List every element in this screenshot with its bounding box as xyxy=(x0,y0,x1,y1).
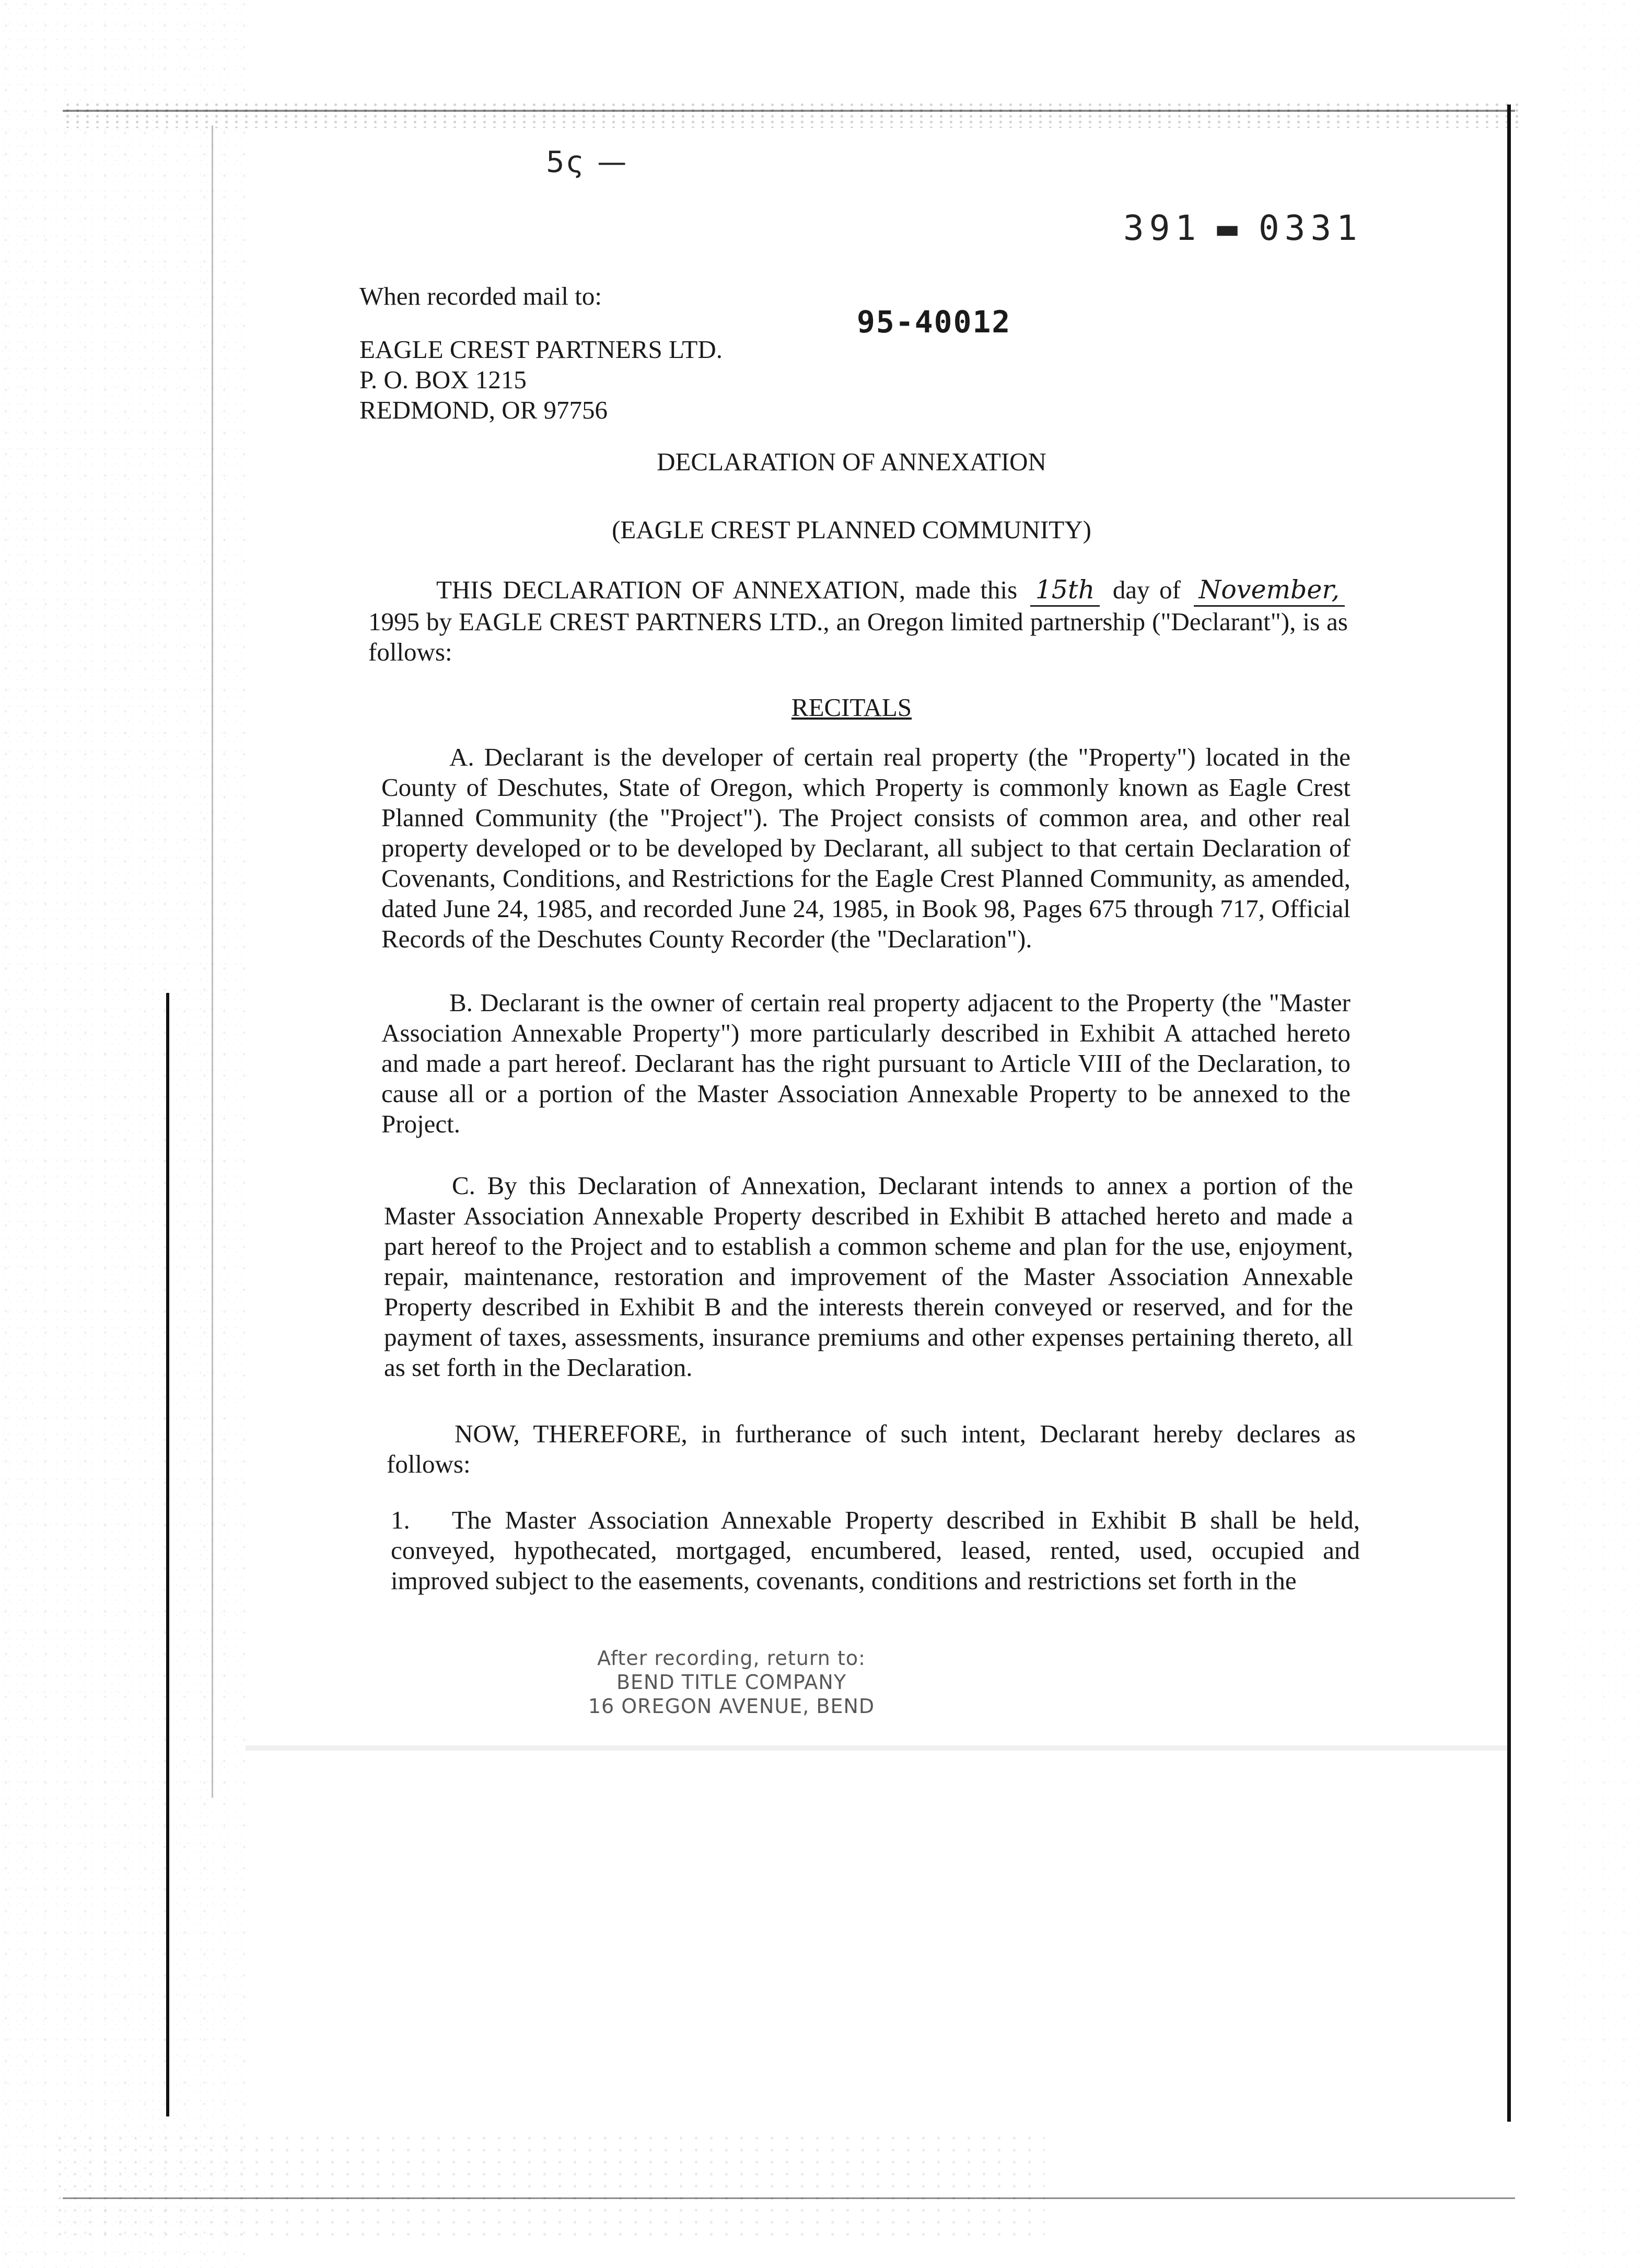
recital-b-text: B. Declarant is the owner of certain real property adjacent to the Property (the "Master Association Annexable Property") more particularly described in Exhibit A attached hereto and made a part hereof. Declarant has the right pursuant to Article VIII of the Declaration, to cause all or a portion of the Master Association Annexable Property to be annexed to the Project. xyxy=(381,988,1350,1138)
book-page-number: 391 ▬ 0331 xyxy=(1123,208,1362,248)
marginal-note: 5ς — xyxy=(546,145,629,179)
page-number: 0331 xyxy=(1258,208,1362,248)
scan-edge-bottom xyxy=(63,2197,1515,2199)
mail-address xyxy=(359,334,723,425)
address-line: REDMOND, OR 97756 xyxy=(359,396,608,424)
address-line: P. O. BOX 1215 xyxy=(359,365,527,394)
recital-b xyxy=(381,988,1350,1139)
scan-noise-left xyxy=(0,0,246,2268)
scan-edge-top xyxy=(63,110,1515,112)
recital-c-text: C. By this Declaration of Annexation, Declarant intends to annex a portion of the Master Association Annexable Property described in Exhibit B attached hereto and made a part hereof to the Project and to establish a common scheme and plan for the use, enjoyment, repair, maintenance, restoration and improvement of the Master Association Annexable Property described in Exhibit B and the interests therein conveyed or reserved, and for the payment of taxes, assessments, insurance premiums and other expenses pertaining thereto, all as set forth in the Declaration. xyxy=(384,1171,1353,1382)
section-1 xyxy=(391,1505,1360,1596)
now-therefore-paragraph xyxy=(387,1419,1356,1479)
scan-noise-right xyxy=(1558,0,1642,2268)
stamp-line: BEND TITLE COMPANY xyxy=(616,1671,847,1694)
document-title: DECLARATION OF ANNEXATION xyxy=(657,447,1046,476)
handwritten-day: 15th xyxy=(1030,575,1100,607)
recital-a-text: A. Declarant is the developer of certain real property (the "Property") located in the County of Deschutes, State of Oregon, which Property is commonly known as Eagle Crest Planned Community (the "Project"). The Project consists of common area, and other real property developed or to be developed by Declarant, all subject to that certain Declaration of Covenants, Conditions, and Restrictions for the Eagle Crest Planned Community, as amended, dated June 24, 1985, and recorded June 24, 1985, in Book 98, Pages 675 through 717, Official Records of the Deschutes County Recorder (the "Declaration"). xyxy=(381,743,1350,953)
page-shadow xyxy=(246,1745,1507,1751)
recital-a xyxy=(381,742,1350,954)
recitals-heading: RECITALS xyxy=(791,693,912,722)
document-subtitle: (EAGLE CREST PLANNED COMMUNITY) xyxy=(612,515,1091,544)
recording-stamp xyxy=(522,1646,940,1718)
scan-edge-left xyxy=(166,993,169,2116)
intro-text-mid: day of xyxy=(1112,575,1181,604)
handwritten-month: November, xyxy=(1194,575,1345,607)
book-number: 391 xyxy=(1123,208,1202,248)
stamp-line: 16 OREGON AVENUE, BEND xyxy=(588,1695,875,1718)
address-line: EAGLE CREST PARTNERS LTD. xyxy=(359,335,723,364)
section-1-number: 1. xyxy=(391,1506,410,1534)
intro-paragraph xyxy=(368,575,1348,667)
stamp-line: After recording, return to: xyxy=(597,1647,866,1670)
scan-edge-left-faint xyxy=(212,125,213,1798)
scan-noise-top xyxy=(63,102,1525,128)
section-1-text: The Master Association Annexable Property described in Exhibit B shall be held, conveyed, hypothecated, mortgaged, encumbered, leased, rented, used, occupied and improved subject to the easements, covenants, conditions and restrictions set forth in the xyxy=(391,1506,1360,1595)
intro-text-pre: THIS DECLARATION OF ANNEXATION, made this xyxy=(436,575,1018,604)
document-number: 95-40012 xyxy=(857,304,1011,340)
intro-text-post: 1995 by EAGLE CREST PARTNERS LTD., an Oregon limited partnership ("Declarant"), is as follows: xyxy=(368,607,1348,666)
mail-to-label: When recorded mail to: xyxy=(359,282,602,310)
scan-noise-bottom xyxy=(52,2132,1045,2237)
scan-edge-right xyxy=(1507,105,1511,2122)
now-therefore-text: NOW, THEREFORE, in furtherance of such intent, Declarant hereby declares as follows: xyxy=(387,1419,1356,1478)
recital-c xyxy=(384,1171,1353,1383)
